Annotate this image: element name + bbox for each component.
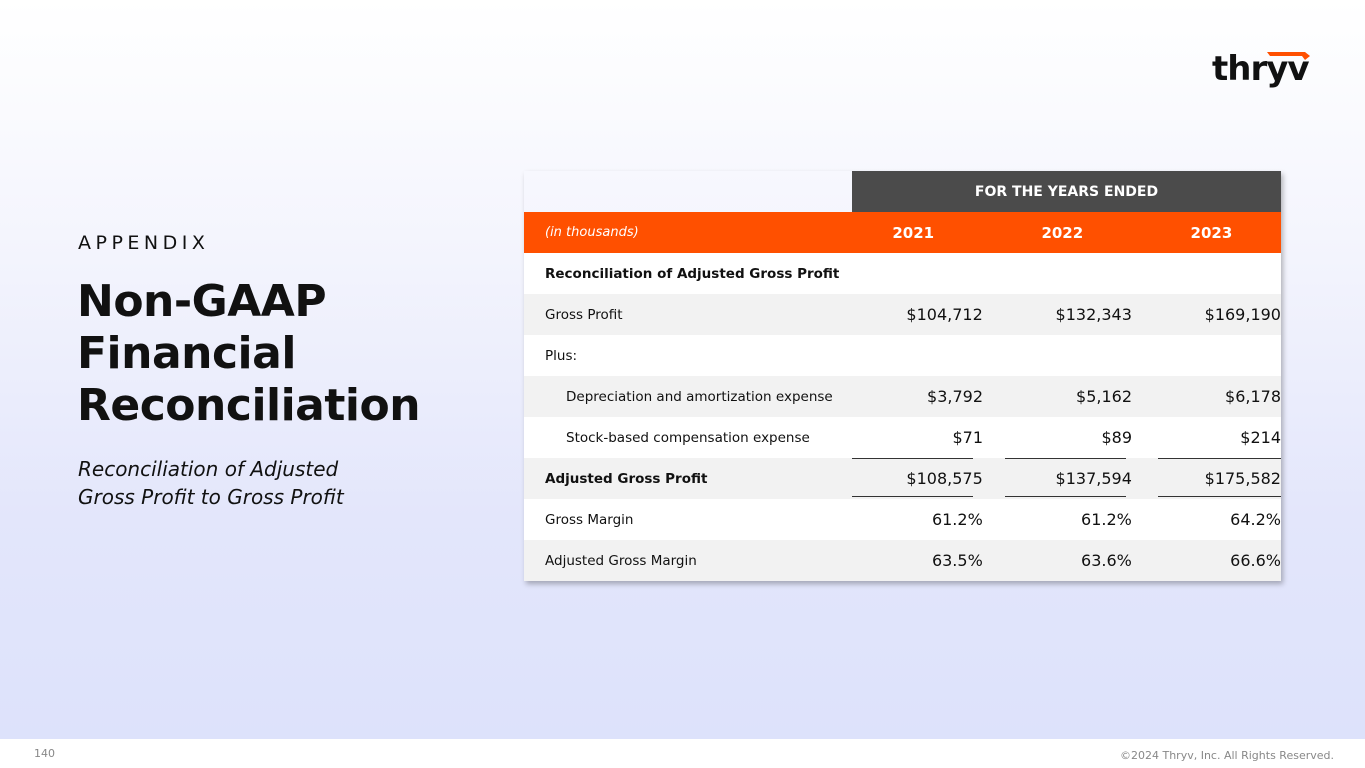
table-row <box>524 540 1281 581</box>
cell-value: $104,712 <box>906 305 983 324</box>
title-line: Financial <box>77 328 296 379</box>
table-row <box>524 499 1281 540</box>
logo-wordmark: thryv <box>1212 49 1309 88</box>
subtitle-line: Reconciliation of Adjusted <box>78 457 339 481</box>
cell-value: 63.6% <box>1081 551 1132 570</box>
table-row <box>524 294 1281 335</box>
page-subtitle <box>78 455 418 511</box>
cell-value: 66.6% <box>1230 551 1281 570</box>
cell-value: $71 <box>952 428 983 447</box>
table-row <box>524 335 1281 376</box>
year-header: 2021 <box>892 223 935 242</box>
years-banner: FOR THE YEARS ENDED <box>852 171 1281 212</box>
cell-value: 61.2% <box>1081 510 1132 529</box>
row-label: Adjusted Gross Profit <box>545 470 708 487</box>
cell-value: $108,575 <box>906 469 983 488</box>
page-number: 140 <box>34 747 55 760</box>
row-label: Plus: <box>545 347 578 364</box>
section-eyebrow: APPENDIX <box>78 232 210 254</box>
subtotal-rule <box>1158 458 1281 459</box>
reconciliation-table <box>524 171 1281 581</box>
cell-value: 61.2% <box>931 510 983 529</box>
cell-value: $169,190 <box>1204 305 1281 324</box>
page-title <box>77 276 457 432</box>
row-label: Adjusted Gross Margin <box>545 552 697 569</box>
row-label: Stock-based compensation expense <box>566 429 810 446</box>
cell-value: $214 <box>1240 428 1281 447</box>
year-header: 2022 <box>1041 223 1084 242</box>
thryv-logo <box>1212 44 1312 88</box>
title-line: Reconciliation <box>77 380 421 431</box>
subtotal-rule <box>1005 458 1126 459</box>
row-label: Gross Profit <box>545 306 623 323</box>
total-double-rule <box>1158 496 1281 497</box>
cell-value: $175,582 <box>1204 469 1281 488</box>
cell-value: $3,792 <box>927 387 983 406</box>
copyright-notice: ©2024 Thryv, Inc. All Rights Reserved. <box>1120 749 1334 762</box>
cell-value: $6,178 <box>1225 387 1281 406</box>
total-double-rule <box>1005 496 1126 497</box>
row-label: Reconciliation of Adjusted Gross Profit <box>545 265 840 282</box>
title-line: Non-GAAP <box>77 276 327 327</box>
unit-label: (in thousands) <box>545 225 639 240</box>
cell-value: $132,343 <box>1055 305 1132 324</box>
cell-value: $5,162 <box>1076 387 1132 406</box>
table-row <box>524 376 1281 417</box>
cell-value: 64.2% <box>1230 510 1281 529</box>
table-row <box>524 253 1281 294</box>
subtotal-rule <box>852 458 973 459</box>
table-row-total <box>524 458 1281 499</box>
table-row <box>524 417 1281 458</box>
row-label: Depreciation and amortization expense <box>566 388 833 405</box>
row-label: Gross Margin <box>545 511 634 528</box>
subtitle-line: Gross Profit to Gross Profit <box>78 485 344 509</box>
year-header: 2023 <box>1190 223 1233 242</box>
total-double-rule <box>852 496 973 497</box>
cell-value: $89 <box>1101 428 1132 447</box>
cell-value: 63.5% <box>931 551 983 570</box>
table-header-row <box>524 212 1281 253</box>
cell-value: $137,594 <box>1055 469 1132 488</box>
